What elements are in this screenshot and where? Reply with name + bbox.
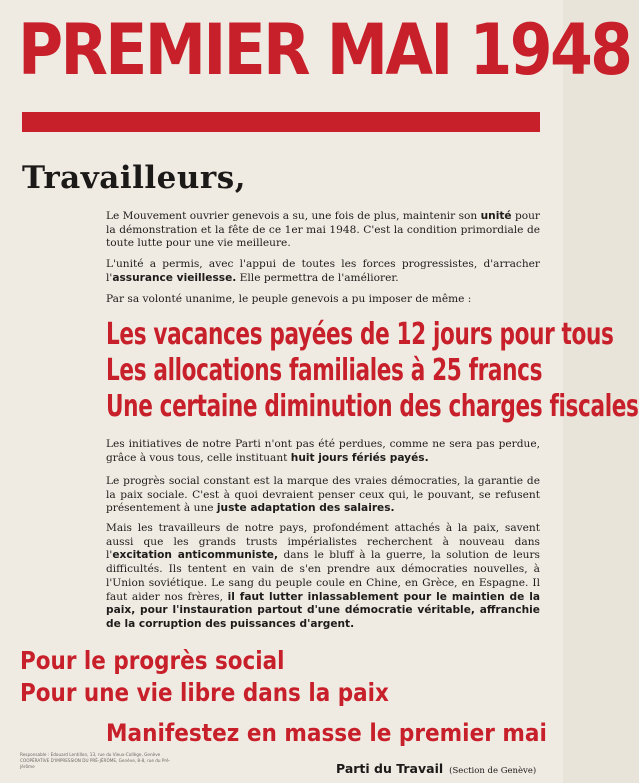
p4-emphasis: huit jours fériés payés. — [290, 451, 429, 464]
p5-text-a: Le progrès social constant est la marque des vraies démocraties, la garantie de la paix sociale. C'est à quoi devraient penser ceux qui, le pouvant, se refusent présentement à une — [106, 475, 540, 515]
p2-text-a: L'unité a permis, avec l'appui de toutes les forces progressistes, d'arracher l' — [106, 258, 540, 284]
achievement-vacation: Les vacances payées de 12 jours pour tous — [106, 317, 614, 352]
slogan-social-progress: Pour le progrès social — [20, 646, 285, 675]
signature — [336, 758, 536, 777]
p2-emphasis: assurance vieillesse. — [112, 271, 237, 284]
p4-text-a: Les initiatives de notre Parti n'ont pas été perdues, comme ne sera pas perdue, grâce à vous tous, celle instituant — [106, 438, 540, 464]
slogan-free-life: Pour une vie libre dans la paix — [20, 678, 389, 707]
imprint-line-2: COOPÉRATIVE D'IMPRESSION DU PRÉ-JÉRÔME, Genève, 8-8, rue du Pré-Jérôme — [20, 758, 171, 769]
paragraph-progress — [106, 475, 540, 516]
call-to-demonstrate: Manifestez en masse le premier mai — [106, 719, 547, 747]
p2-text-c: Elle permettra de l'améliorer. — [236, 271, 399, 284]
p5-emphasis: juste adaptation des salaires. — [216, 502, 395, 515]
paragraph-peace — [106, 522, 540, 632]
p1-text-c: pour la démonstration et la fête de ce 1er mai 1948. C'est la condition primordiale de toute lutte pour une vie meilleure. — [106, 210, 540, 250]
poster-title: PREMIER MAI 1948 — [18, 9, 631, 91]
imprint-line-1: Responsable : Edouard Lentillon, 13, rue du Vieux-Collège, Genève — [20, 752, 161, 757]
p1-text-a: Le Mouvement ouvrier genevois a su, une fois de plus, maintenir son — [106, 210, 481, 222]
paragraph-will: Par sa volonté unanime, le peuple genevois a pu imposer de même : — [106, 293, 472, 305]
paragraph-pension — [106, 258, 540, 285]
achievement-tax: Une certaine diminution des charges fiscales — [106, 389, 639, 424]
signature-party: Parti du Travail — [336, 761, 444, 776]
p6-text-c: dans le bluff à la guerre, la solution de leurs difficultés. Ils tentent en vain de s'en prendre aux démocraties nouvelles, à l'Union soviétique. Le sang du peuple coule en Chine, en Grèce, en Espagne. Il faut aider nos frères, — [106, 549, 540, 603]
achievement-allowances: Les allocations familiales à 25 francs — [106, 353, 543, 388]
p6-emphasis-b: il faut lutter inlassablement pour le maintien de la paix, pour l'instauration partout d'une démocratie véritable, affranchie de la corruption des puissances d'argent. — [106, 590, 541, 630]
p6-text-a: Mais les travailleurs de notre pays, profondément attachés à la paix, savent aussi que les grands trusts impérialistes recherchent à nouveau dans l' — [106, 522, 540, 562]
p6-emphasis-a: excitation anticommuniste, — [112, 549, 279, 562]
paragraph-unity — [106, 210, 540, 251]
signature-section: (Section de Genève) — [449, 766, 537, 776]
p1-emphasis: unité — [480, 210, 512, 222]
paragraph-initiatives — [106, 438, 540, 465]
printer-imprint — [20, 752, 180, 770]
greeting: Travailleurs, — [22, 160, 246, 196]
title-rule — [22, 112, 540, 132]
